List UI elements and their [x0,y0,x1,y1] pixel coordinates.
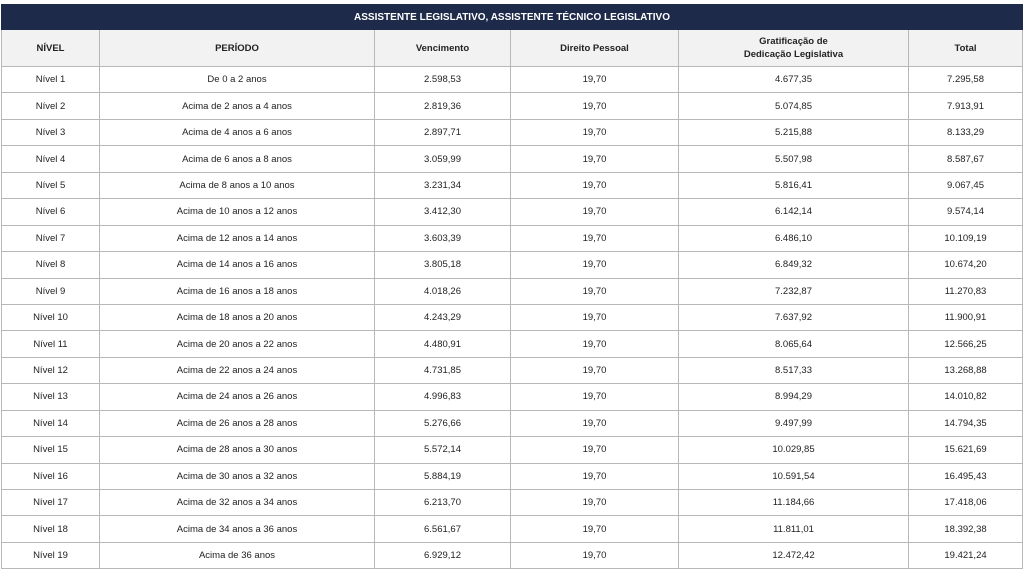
table-row [2,93,1023,119]
table-body [2,67,1023,569]
cell-periodo: Acima de 20 anos a 22 anos [100,331,375,357]
cell-direito-pessoal: 19,70 [511,437,679,463]
cell-total: 11.900,91 [909,304,1023,330]
header-periodo: PERÍODO [100,30,375,67]
cell-nivel: Nível 7 [2,225,100,251]
cell-direito-pessoal: 19,70 [511,67,679,93]
cell-periodo: Acima de 4 anos a 6 anos [100,119,375,145]
cell-total: 7.295,58 [909,67,1023,93]
cell-total: 16.495,43 [909,463,1023,489]
table-title: ASSISTENTE LEGISLATIVO, ASSISTENTE TÉCNICO LEGISLATIVO [2,5,1023,30]
cell-nivel: Nível 17 [2,490,100,516]
table-row [2,199,1023,225]
cell-direito-pessoal: 19,70 [511,410,679,436]
cell-nivel: Nível 11 [2,331,100,357]
cell-periodo: Acima de 2 anos a 4 anos [100,93,375,119]
cell-total: 14.794,35 [909,410,1023,436]
cell-periodo: Acima de 8 anos a 10 anos [100,172,375,198]
cell-vencimento: 5.572,14 [375,437,511,463]
cell-vencimento: 5.884,19 [375,463,511,489]
cell-vencimento: 4.731,85 [375,357,511,383]
cell-direito-pessoal: 19,70 [511,172,679,198]
cell-nivel: Nível 4 [2,146,100,172]
cell-gratificacao: 11.184,66 [679,490,909,516]
cell-gratificacao: 12.472,42 [679,542,909,568]
cell-periodo: Acima de 26 anos a 28 anos [100,410,375,436]
cell-periodo: Acima de 12 anos a 14 anos [100,225,375,251]
cell-direito-pessoal: 19,70 [511,252,679,278]
header-gratificacao [679,30,909,67]
cell-total: 10.674,20 [909,252,1023,278]
cell-total: 9.574,14 [909,199,1023,225]
table-row [2,357,1023,383]
cell-vencimento: 2.819,36 [375,93,511,119]
cell-total: 11.270,83 [909,278,1023,304]
cell-vencimento: 4.018,26 [375,278,511,304]
table-row [2,384,1023,410]
cell-direito-pessoal: 19,70 [511,463,679,489]
cell-gratificacao: 5.215,88 [679,119,909,145]
cell-direito-pessoal: 19,70 [511,384,679,410]
cell-total: 15.621,69 [909,437,1023,463]
cell-periodo: Acima de 32 anos a 34 anos [100,490,375,516]
cell-nivel: Nível 2 [2,93,100,119]
cell-total: 14.010,82 [909,384,1023,410]
table-row [2,278,1023,304]
cell-nivel: Nível 8 [2,252,100,278]
table-row [2,304,1023,330]
cell-gratificacao: 8.517,33 [679,357,909,383]
cell-periodo: Acima de 30 anos a 32 anos [100,463,375,489]
cell-total: 10.109,19 [909,225,1023,251]
cell-direito-pessoal: 19,70 [511,199,679,225]
cell-nivel: Nível 14 [2,410,100,436]
cell-direito-pessoal: 19,70 [511,490,679,516]
cell-direito-pessoal: 19,70 [511,225,679,251]
cell-periodo: Acima de 28 anos a 30 anos [100,437,375,463]
table-row [2,516,1023,542]
cell-vencimento: 2.598,53 [375,67,511,93]
cell-gratificacao: 6.849,32 [679,252,909,278]
cell-periodo: Acima de 18 anos a 20 anos [100,304,375,330]
cell-nivel: Nível 10 [2,304,100,330]
cell-nivel: Nível 9 [2,278,100,304]
cell-gratificacao: 7.637,92 [679,304,909,330]
cell-direito-pessoal: 19,70 [511,516,679,542]
cell-periodo: Acima de 16 anos a 18 anos [100,278,375,304]
cell-total: 9.067,45 [909,172,1023,198]
header-vencimento: Vencimento [375,30,511,67]
cell-vencimento: 5.276,66 [375,410,511,436]
cell-nivel: Nível 5 [2,172,100,198]
cell-vencimento: 3.412,30 [375,199,511,225]
salary-table-container [1,4,1022,569]
cell-total: 8.133,29 [909,119,1023,145]
cell-gratificacao: 11.811,01 [679,516,909,542]
cell-vencimento: 4.480,91 [375,331,511,357]
cell-direito-pessoal: 19,70 [511,542,679,568]
cell-direito-pessoal: 19,70 [511,331,679,357]
cell-total: 8.587,67 [909,146,1023,172]
cell-periodo: Acima de 6 anos a 8 anos [100,146,375,172]
cell-gratificacao: 6.142,14 [679,199,909,225]
cell-vencimento: 4.243,29 [375,304,511,330]
header-gratificacao-line1: Gratificação de [759,36,828,47]
cell-nivel: Nível 15 [2,437,100,463]
table-row [2,542,1023,568]
cell-nivel: Nível 18 [2,516,100,542]
table-row [2,252,1023,278]
cell-vencimento: 2.897,71 [375,119,511,145]
salary-table [1,4,1023,569]
cell-gratificacao: 5.074,85 [679,93,909,119]
cell-total: 13.268,88 [909,357,1023,383]
cell-total: 17.418,06 [909,490,1023,516]
cell-vencimento: 6.561,67 [375,516,511,542]
header-gratificacao-line2: Dedicação Legislativa [743,49,844,60]
table-row [2,119,1023,145]
cell-gratificacao: 5.507,98 [679,146,909,172]
cell-direito-pessoal: 19,70 [511,278,679,304]
cell-vencimento: 6.213,70 [375,490,511,516]
cell-nivel: Nível 3 [2,119,100,145]
cell-gratificacao: 5.816,41 [679,172,909,198]
cell-nivel: Nível 19 [2,542,100,568]
cell-vencimento: 3.805,18 [375,252,511,278]
table-row [2,410,1023,436]
cell-gratificacao: 8.065,64 [679,331,909,357]
cell-periodo: De 0 a 2 anos [100,67,375,93]
table-row [2,331,1023,357]
cell-vencimento: 3.603,39 [375,225,511,251]
cell-vencimento: 3.059,99 [375,146,511,172]
cell-direito-pessoal: 19,70 [511,357,679,383]
table-row [2,225,1023,251]
cell-direito-pessoal: 19,70 [511,93,679,119]
cell-vencimento: 6.929,12 [375,542,511,568]
cell-vencimento: 3.231,34 [375,172,511,198]
cell-direito-pessoal: 19,70 [511,146,679,172]
cell-periodo: Acima de 14 anos a 16 anos [100,252,375,278]
cell-vencimento: 4.996,83 [375,384,511,410]
cell-nivel: Nível 13 [2,384,100,410]
cell-direito-pessoal: 19,70 [511,119,679,145]
cell-nivel: Nível 1 [2,67,100,93]
cell-periodo: Acima de 24 anos a 26 anos [100,384,375,410]
cell-total: 19.421,24 [909,542,1023,568]
table-row [2,67,1023,93]
table-row [2,172,1023,198]
cell-periodo: Acima de 22 anos a 24 anos [100,357,375,383]
cell-total: 18.392,38 [909,516,1023,542]
table-title-row [2,5,1023,30]
cell-nivel: Nível 6 [2,199,100,225]
table-header-row [2,30,1023,67]
cell-direito-pessoal: 19,70 [511,304,679,330]
cell-periodo: Acima de 34 anos a 36 anos [100,516,375,542]
cell-gratificacao: 6.486,10 [679,225,909,251]
cell-nivel: Nível 12 [2,357,100,383]
cell-total: 12.566,25 [909,331,1023,357]
header-direito-pessoal: Direito Pessoal [511,30,679,67]
table-row [2,437,1023,463]
table-row [2,490,1023,516]
cell-gratificacao: 8.994,29 [679,384,909,410]
cell-gratificacao: 9.497,99 [679,410,909,436]
cell-nivel: Nível 16 [2,463,100,489]
cell-gratificacao: 10.591,54 [679,463,909,489]
cell-total: 7.913,91 [909,93,1023,119]
header-nivel: NÍVEL [2,30,100,67]
cell-gratificacao: 10.029,85 [679,437,909,463]
cell-gratificacao: 7.232,87 [679,278,909,304]
table-row [2,463,1023,489]
cell-periodo: Acima de 36 anos [100,542,375,568]
table-row [2,146,1023,172]
cell-gratificacao: 4.677,35 [679,67,909,93]
header-total: Total [909,30,1023,67]
cell-periodo: Acima de 10 anos a 12 anos [100,199,375,225]
